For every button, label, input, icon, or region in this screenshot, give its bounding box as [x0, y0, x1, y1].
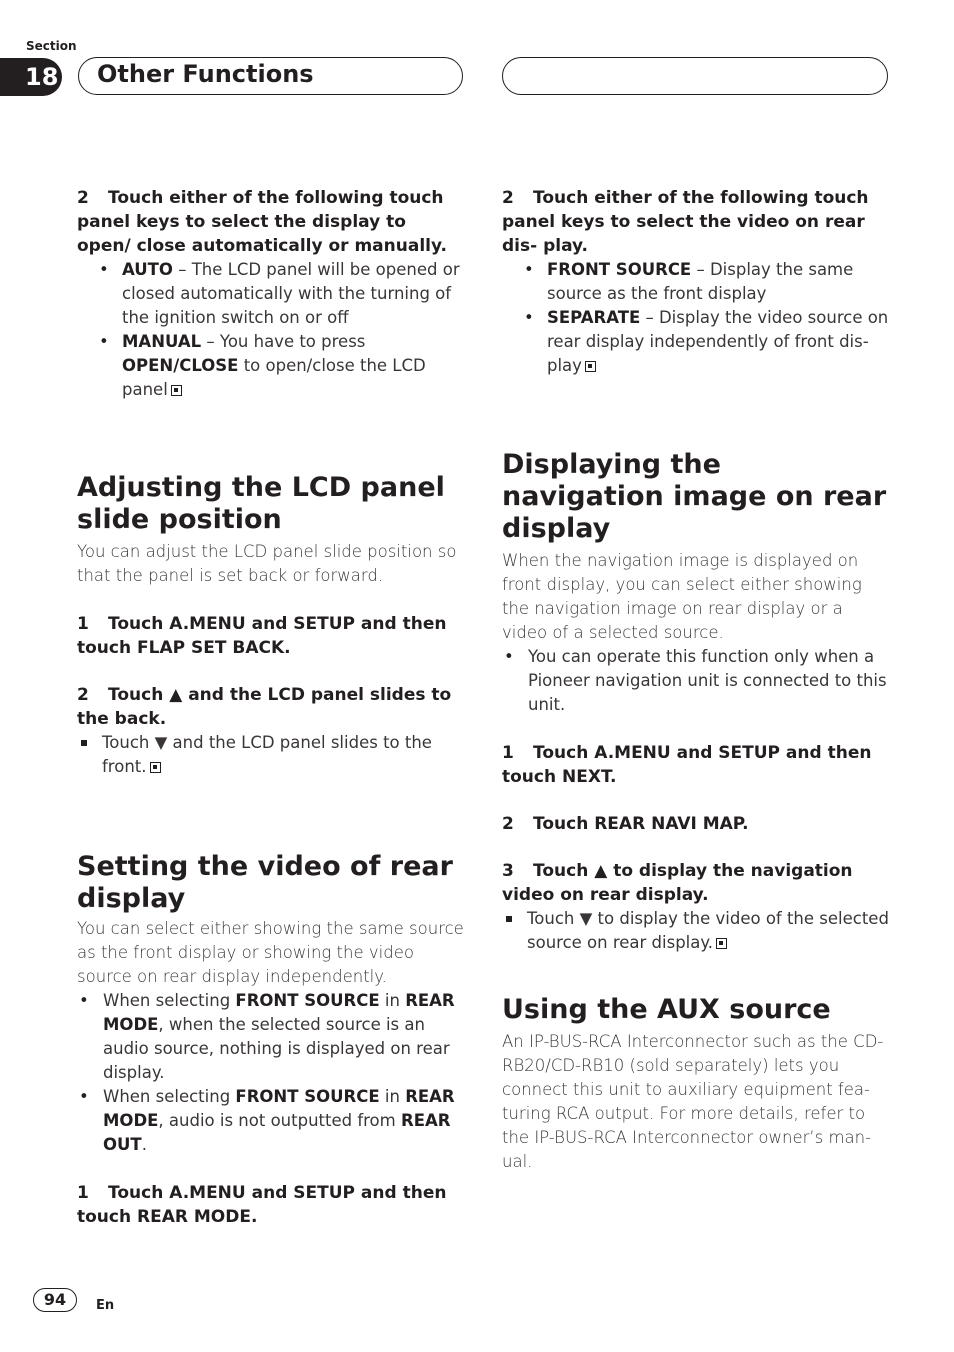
section-label: Section — [26, 39, 77, 53]
end-mark-icon — [171, 385, 182, 396]
list-item: • When selecting FRONT SOURCE in REAR MODE, when the selected source is an audio source, nothing is displayed on rear display. — [77, 989, 465, 1085]
lcd-intro: You can adjust the LCD panel slide position so that the panel is set back or forward. — [77, 542, 457, 585]
rear-notes — [77, 989, 465, 1157]
end-mark-icon — [585, 361, 596, 372]
lcd-note: Touch ▼ and the LCD panel slides to the front. — [77, 731, 465, 779]
rear-step-1: 1 Touch A.MENU and SETUP and then touch REAR MODE. — [77, 1183, 447, 1227]
rear-intro: You can select either showing the same source as the front display or showing the video source on rear display independently. — [77, 919, 464, 986]
list-item: • AUTO – The LCD panel will be opened or closed automatically with the turning of the ignition switch on or off — [77, 258, 465, 330]
list-item: • FRONT SOURCE – Display the same source as the front display — [502, 258, 890, 306]
heading-rear-video: Setting the video of rear display — [77, 851, 453, 914]
nav-step-1: 1 Touch A.MENU and SETUP and then touch NEXT. — [502, 743, 872, 787]
list-item: • You can operate this function only when a Pioneer navigation unit is connected to this unit. — [502, 645, 890, 717]
section-number-badge: 18 — [0, 58, 62, 96]
header-empty-box — [502, 57, 888, 95]
open-close-options — [77, 258, 465, 402]
aux-text: An IP-BUS-RCA Interconnector such as the CD-RB20/CD-RB10 (sold separately) lets you connect this unit to auxiliary equipment fea- turing RCA output. For more details, refer to the IP-BUS-RCA Interconnector owner’s man- ual. — [502, 1032, 884, 1171]
language-label: En — [96, 1298, 115, 1313]
list-item: • MANUAL – You have to press OPEN/CLOSE to open/close the LCD panel — [77, 330, 465, 402]
heading-lcd-slide: Adjusting the LCD panel slide position — [77, 472, 445, 535]
heading-aux: Using the AUX source — [502, 994, 831, 1025]
nav-step-3: 3 Touch ▲ to display the navigation video on rear display. — [502, 861, 853, 905]
rear-video-options — [502, 258, 890, 378]
chapter-title: Other Functions — [97, 60, 314, 88]
list-item: • SEPARATE – Display the video source on rear display independently of front dis- play — [502, 306, 890, 378]
nav-intro: When the navigation image is displayed on front display, you can select either showing the navigation image on rear display or a video of a selected source. — [502, 551, 862, 642]
lcd-step-1: 1 Touch A.MENU and SETUP and then touch FLAP SET BACK. — [77, 614, 447, 658]
lcd-step-2: 2 Touch ▲ and the LCD panel slides to the back. — [77, 685, 452, 729]
nav-note: Touch ▼ to display the video of the selected source on rear display. — [502, 907, 890, 955]
step-rear-video: 2 Touch either of the following touch panel keys to select the video on rear dis- play. — [502, 188, 869, 256]
page-number: 94 — [33, 1288, 77, 1312]
nav-notes — [502, 645, 890, 717]
nav-step-2: 2 Touch REAR NAVI MAP. — [502, 814, 749, 834]
heading-nav-rear: Displaying the navigation image on rear display — [502, 449, 887, 544]
step-open-close: 2 Touch either of the following touch panel keys to select the display to open/ close automatically or manually. — [77, 188, 447, 256]
end-mark-icon — [716, 938, 727, 949]
chapter-title-box — [78, 57, 463, 95]
end-mark-icon — [150, 762, 161, 773]
list-item: • When selecting FRONT SOURCE in REAR MODE, audio is not outputted from REAR OUT. — [77, 1085, 465, 1157]
